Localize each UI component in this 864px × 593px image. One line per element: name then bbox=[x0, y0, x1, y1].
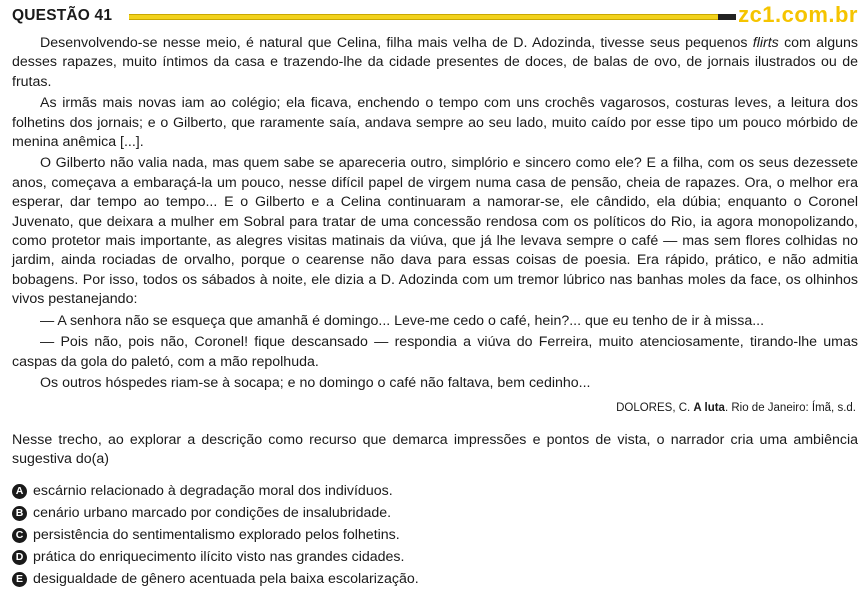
option-c[interactable] bbox=[12, 524, 858, 546]
option-c-text: persistência do sentimentalismo explorado pelos folhetins. bbox=[33, 527, 400, 543]
option-e-text: desigualdade de gênero acentuada pela baixa escolarização. bbox=[33, 571, 419, 587]
passage-paragraph-5: — Pois não, pois não, Coronel! fique descansado — respondia a viúva do Ferreira, muito atenciosamente, tirando-lhe umas caspas da gola do paletó, com a mão repolhuda. bbox=[12, 334, 858, 370]
passage-text bbox=[12, 34, 858, 395]
question-number: QUESTÃO 41 bbox=[12, 7, 113, 24]
option-d[interactable] bbox=[12, 546, 858, 568]
option-d-badge: D bbox=[12, 550, 27, 565]
header-dark-rule bbox=[718, 14, 736, 20]
brand-logo-text[interactable]: zc1.com.br bbox=[738, 2, 858, 27]
passage-paragraph-3: O Gilberto não valia nada, mas quem sabe se apareceria outro, simplório e sincero como ele? E a filha, com os seus dezessete anos, começava a embaraçá-la um pouco, nesse difícil papel de virgem numa casa de pensão, cheia de rapazes. Ora, o melhor era esperar, dar tempo ao tempo... E o Gilberto e a Celina continuaram a namorar-se, ele cândido, ela dúbia; enquanto o Coronel Juvenato, que deixara a mulher em Sobral para tratar de uma concessão rendosa com os políticos do Rio, ia agora monopolizando, como protetor mais importante, as alegres visitas matinais da viúva, que já lhe levava sempre o café — mas sem flores colhidas no jardim, ainda rociadas de orvalho, porque o cearense não dava para essas coisas de poesia. Era rápido, prático, e não admitia bobagens. Por isso, todos os sábados à noite, ele dizia a D. Adozinda com um tremor lúbrico nas banhas moles da face, os olhinhos vivos pestanejando: bbox=[12, 155, 858, 308]
option-b[interactable] bbox=[12, 502, 858, 524]
source-citation: DOLORES, C. A luta. Rio de Janeiro: Ímã, s.d. bbox=[616, 402, 856, 414]
option-a[interactable] bbox=[12, 480, 858, 502]
option-d-text: prática do enriquecimento ilícito visto nas grandes cidades. bbox=[33, 549, 405, 565]
passage-paragraph-2: As irmãs mais novas iam ao colégio; ela ficava, enchendo o tempo com uns crochês vagarosos, costuras leves, a leitura dos folhetins dos jornais; e o Gilberto, que raramente saía, andava sempre ao seu lado, muito caído por esse tipo um pouco mórbido de menina anêmica [...]. bbox=[12, 95, 858, 151]
option-b-text: cenário urbano marcado por condições de insalubridade. bbox=[33, 505, 392, 521]
option-a-badge: A bbox=[12, 484, 27, 499]
option-c-badge: C bbox=[12, 528, 27, 543]
option-a-text: escárnio relacionado à degradação moral dos indivíduos. bbox=[33, 483, 393, 499]
option-b-badge: B bbox=[12, 506, 27, 521]
answer-options bbox=[12, 480, 858, 590]
source-title: A luta bbox=[693, 402, 725, 414]
question-prompt: Nesse trecho, ao explorar a descrição como recurso que demarca impressões e pontos de vista, o narrador cria uma ambiência sugestiva do(a) bbox=[12, 432, 858, 468]
passage-paragraph-1: Desenvolvendo-se nesse meio, é natural que Celina, filha mais velha de D. Adozinda, tivesse seus pequenos flirts com alguns desses rapazes, muito íntimos da casa e trazendo-lhe da cidade presentes de doces, de balas de ovo, de jornais ilustrados ou de frutas. bbox=[12, 35, 858, 90]
passage-paragraph-4: — A senhora não se esqueça que amanhã é domingo... Leve-me cedo o café, hein?... que eu tenho de ir à missa... bbox=[40, 312, 765, 329]
flirts-word: flirts bbox=[752, 35, 779, 51]
question-header bbox=[12, 4, 858, 28]
header-yellow-rule bbox=[129, 14, 723, 20]
option-e[interactable] bbox=[12, 568, 858, 590]
option-e-badge: E bbox=[12, 572, 27, 587]
passage-paragraph-6: Os outros hóspedes riam-se à socapa; e no domingo o café não faltava, bem cedinho... bbox=[40, 374, 591, 391]
